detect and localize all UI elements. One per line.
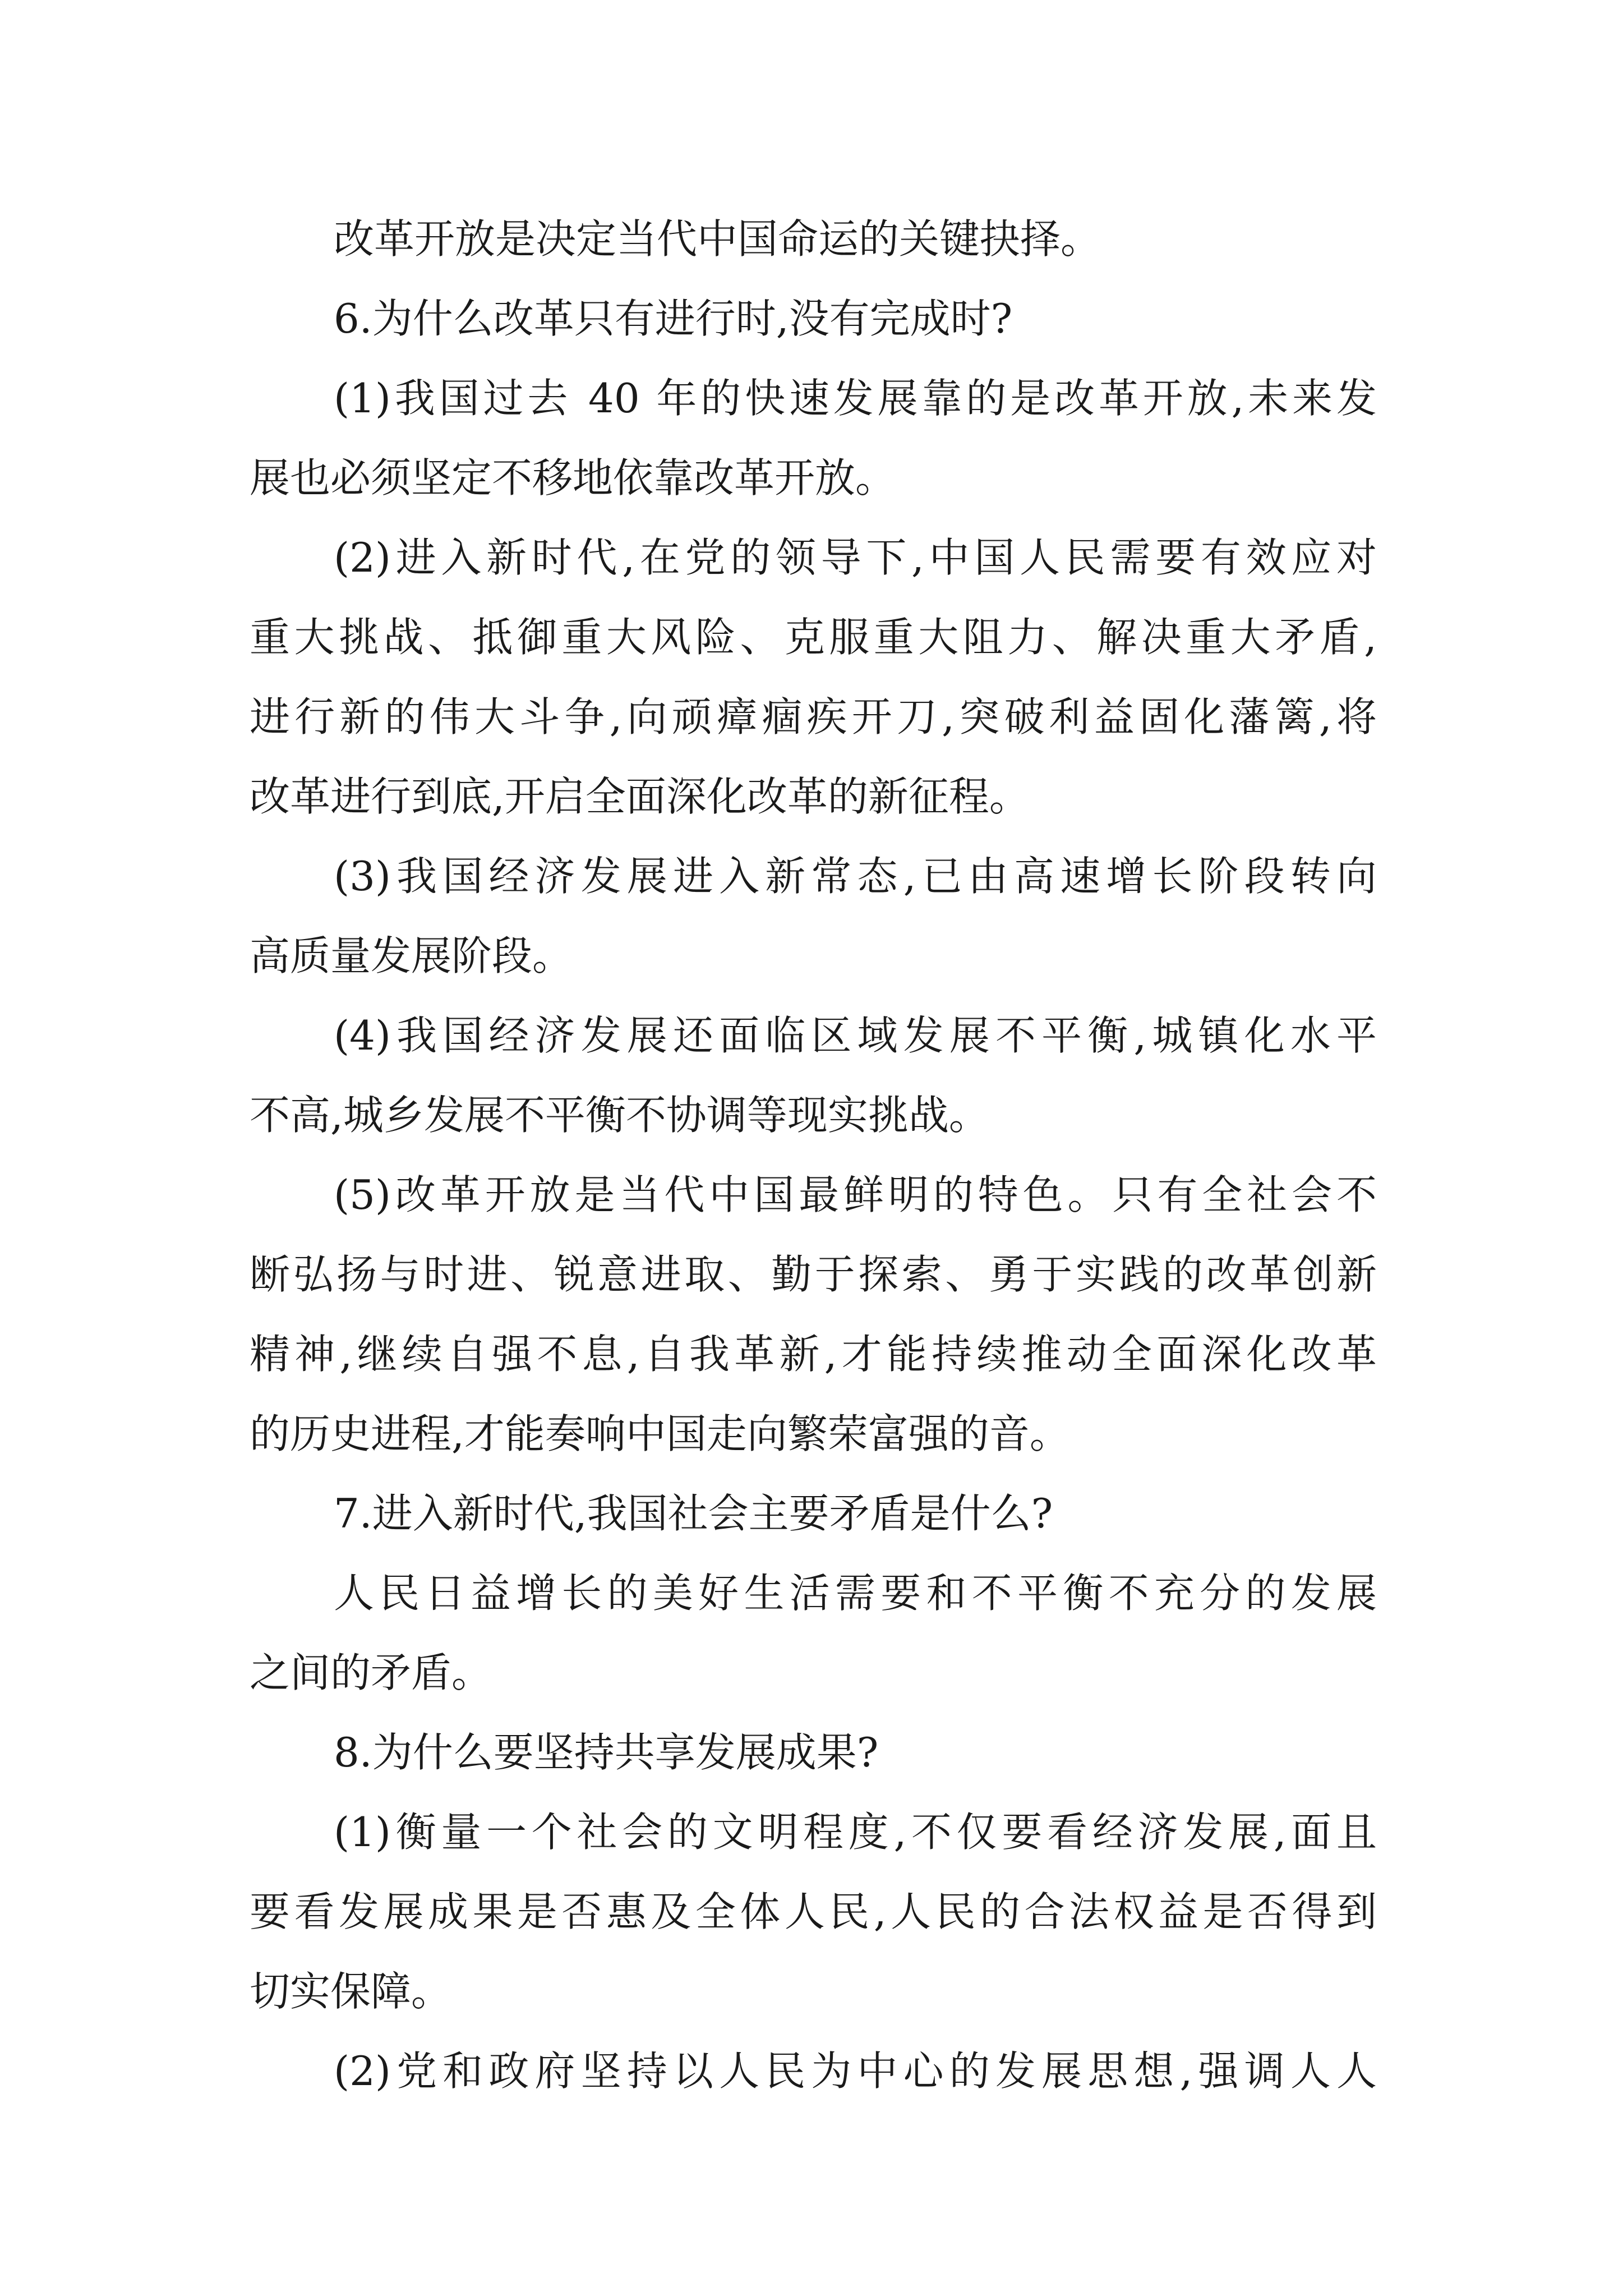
text-line: (1)我国过去 40 年的快速发展靠的是改革开放,未来发 xyxy=(334,375,1377,422)
text-line: (1)衡量一个社会的文明程度,不仅要看经济发展,面且 xyxy=(334,1809,1377,1856)
text-line: 展也必须坚定不移地依靠改革开放。 xyxy=(250,454,896,501)
text-line: 之间的矛盾。 xyxy=(250,1649,492,1696)
text-line: 断弘扬与时进、锐意进取、勤于探索、勇于实践的改革创新 xyxy=(250,1251,1377,1298)
text-line: 改革进行到底,开启全面深化改革的新征程。 xyxy=(250,773,1030,820)
text-line: 人民日益增长的美好生活需要和不平衡不充分的发展 xyxy=(334,1570,1377,1617)
text-line: (2)进入新时代,在党的领导下,中国人民需要有效应对 xyxy=(334,534,1377,581)
text-line: (4)我国经济发展还面临区域发展不平衡,城镇化水平 xyxy=(334,1012,1377,1059)
text-line: 进行新的伟大斗争,向顽瘴痼疾开刀,突破利益固化藩篱,将 xyxy=(250,693,1377,740)
text-line: (2)党和政府坚持以人民为中心的发展思想,强调人人 xyxy=(334,2047,1377,2095)
text-line: 改革开放是决定当代中国命运的关键抉择。 xyxy=(334,215,1101,263)
text-line: 的历史进程,才能奏响中国走向繁荣富强的音。 xyxy=(250,1410,1070,1457)
question-heading: 7.进入新时代,我国社会主要矛盾是什么? xyxy=(334,1490,1053,1537)
question-heading: 8.为什么要坚持共享发展成果? xyxy=(334,1729,879,1776)
text-line: 高质量发展阶段。 xyxy=(250,932,573,979)
text-line: 精神,继续自强不息,自我革新,才能持续推动全面深化改革 xyxy=(250,1331,1377,1378)
body-text xyxy=(250,199,1377,2111)
question-heading: 6.为什么改革只有进行时,没有完成时? xyxy=(334,295,1013,342)
text-line: 要看发展成果是否惠及全体人民,人民的合法权益是否得到 xyxy=(250,1888,1377,1935)
text-line: 不高,城乡发展不平衡不协调等现实挑战。 xyxy=(250,1092,989,1139)
text-line: 重大挑战、抵御重大风险、克服重大阻力、解决重大矛盾, xyxy=(250,614,1377,661)
text-line: (5)改革开放是当代中国最鲜明的特色。只有全社会不 xyxy=(334,1171,1377,1218)
text-line: 切实保障。 xyxy=(250,1968,452,2015)
text-line: (3)我国经济发展进入新常态,已由高速增长阶段转向 xyxy=(334,853,1377,900)
